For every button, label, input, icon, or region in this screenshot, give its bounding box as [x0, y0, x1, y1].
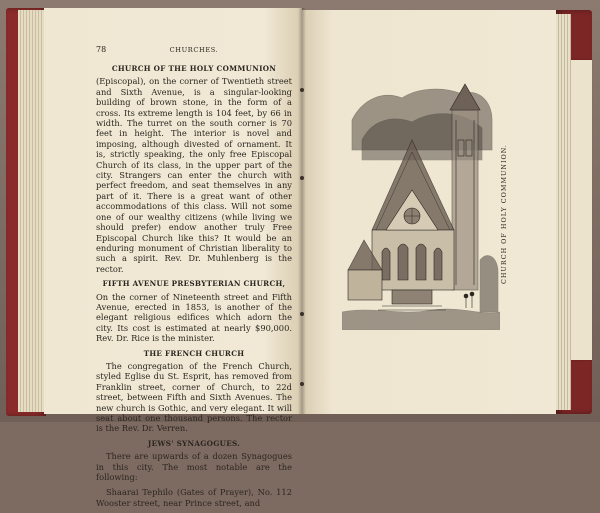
binding-stitch — [300, 176, 304, 180]
caption-text: CHURCH OF HOLY COMMUNION. — [500, 144, 508, 284]
binding-stitch — [300, 88, 304, 92]
running-head — [96, 45, 292, 57]
section-paragraph: The congregation of the French Church, styled Eglise du St. Esprit, has removed from Franklin street, corner of Church, to 22d street, between Fifth and Sixth Avenues. The new church is Gothic, and very elegant. It will seat about one thousand persons. The rector is the Rev. Dr. Verren. — [96, 360, 292, 434]
left-page-text — [96, 64, 292, 513]
section-heading: FIFTH AVENUE PRESBYTERIAN CHURCH, — [102, 279, 286, 289]
section-paragraph: There are upwards of a dozen Synagogues in this city. The most notable are the following: — [96, 451, 292, 483]
section-paragraph: On the corner of Nineteenth street and Fifth Avenue, erected in 1853, is another of the elegant religious edifices which adorn the city. Its cost is estimated at nearly $90,000. Rev. Dr. Rice is the minister. — [96, 291, 292, 344]
running-title: CHURCHES. — [169, 46, 219, 54]
binding-stitch — [300, 312, 304, 316]
illustration-caption — [500, 144, 518, 284]
page-number: 78 — [96, 45, 107, 54]
section-paragraph: Shaarai Tephilo (Gates of Prayer), No. 112 Wooster street, near Prince street, and — [96, 487, 292, 508]
section-paragraph: (Episcopal), on the corner of Twentieth street and Sixth Avenue, is a singular-looking building of brown stone, in the form of a cross. Its extreme length is 104 feet, by 66 in width. The turret on the south corner is 70 feet in height. The interior is novel and imposing, although divested of ornament. It is, strictly speaking, the only free Episcopal Church of its class, in the upper part of the city. Strangers can enter the church with perfect freedom, and seat themselves in any part of it. There is a great want of other accommodations of this class. Will not some one of our wealthy citizens (while living we should prefer) endow another truly Free Episcopal Church like this? It would be an enduring monument of Christian liberality to such a spirit. Rev. Dr. Muhlenberg is the rector. — [96, 76, 292, 274]
section-heading: THE FRENCH CHURCH — [143, 348, 245, 358]
book-gutter — [298, 8, 306, 414]
section-heading: CHURCH OF THE HOLY COMMUNION — [111, 64, 277, 73]
binding-stitch — [300, 382, 304, 386]
section-heading: JEWS' SYNAGOGUES. — [147, 438, 241, 448]
church-engraving — [342, 80, 500, 330]
